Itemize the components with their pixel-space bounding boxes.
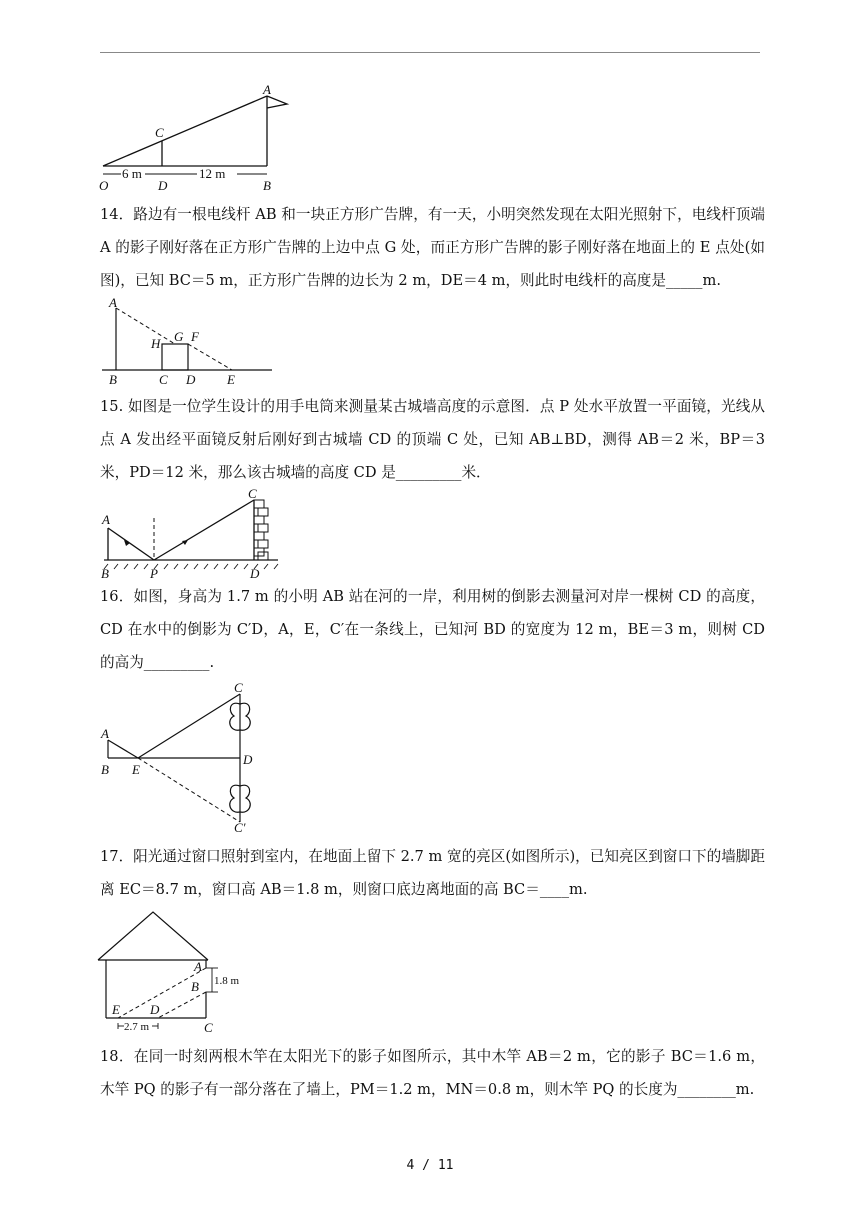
fig14-label-A: A (109, 295, 117, 310)
fig15-label-A: A (102, 512, 110, 527)
figure-17-diagram (96, 908, 246, 1035)
question-17: 17．阳光通过窗口照射到室内，在地面上留下 2.7 m 宽的亮区(如图所示)，已知亮区到窗口下的墙脚距离 EC＝8.7 m，窗口高 AB＝1.8 m，则窗口底边离地面的高 BC＝____m. (100, 848, 765, 898)
fig14-label-C: C (159, 372, 168, 387)
fig17-dim-ab: 1.8 m (214, 975, 240, 987)
question-15: 15. 如图是一位学生设计的用手电筒来测量某古城墙高度的示意图．点 P 处水平放置一平面镜，光线从点 A 发出经平面镜反射后刚好到古城墙 CD 的顶端 C 处，已知 AB⊥BD，测得 AB＝2 米，BP＝3 米，PD＝12 米，那么该古城墙的高度 CD 是_________米． (100, 398, 765, 481)
fig15-label-B: B (101, 566, 109, 581)
fig13-label-O: O (99, 178, 109, 193)
question-14: 14．路边有一根电线杆 AB 和一块正方形广告牌，有一天，小明突然发现在太阳光照射下，电线杆顶端 A 的影子刚好落在正方形广告牌的上边中点 G 处，而正方形广告牌的影子刚好落在地面上的 E 点处(如图)，已知 BC＝5 m，正方形广告牌的边长为 2 m，DE＝4 m，则此时电线杆的高度是_____m. (100, 206, 765, 289)
fig15-label-C: C (248, 486, 257, 501)
fig14-label-D: D (186, 372, 196, 387)
fig13-label-C: C (155, 125, 164, 140)
fig17-label-E: E (112, 1002, 120, 1017)
fig14-label-E: E (227, 372, 235, 387)
fig17-label-C: C (204, 1020, 213, 1035)
fig17-dim-ed: 2.7 m (124, 1021, 150, 1033)
fig15-label-P: P (150, 566, 158, 581)
fig17-label-B: B (191, 979, 199, 994)
fig13-label-A: A (263, 82, 271, 97)
figure-16-diagram (96, 682, 266, 834)
fig14-label-H: H (151, 336, 161, 351)
fig13-label-D: D (158, 178, 168, 193)
fig16-label-B: B (101, 762, 109, 777)
fig16-label-D: D (243, 752, 253, 767)
fig17-label-D: D (150, 1002, 160, 1017)
figure-15-diagram (98, 486, 288, 580)
figure-13-diagram (95, 82, 295, 194)
figure-14-diagram (100, 296, 280, 388)
fig16-label-C: C (234, 680, 243, 695)
fig14-label-F: F (191, 329, 199, 344)
fig13-dim-od: 6 m (122, 166, 142, 181)
fig14-label-G: G (174, 329, 184, 344)
fig17-label-A: A (194, 959, 202, 974)
fig14-label-B: B (109, 372, 117, 387)
header-rule (100, 52, 760, 53)
page-number: 4 / 11 (406, 1158, 454, 1173)
fig15-label-D: D (250, 566, 260, 581)
fig13-label-B: B (263, 178, 271, 193)
fig13-dim-db: 12 m (199, 166, 226, 181)
fig16-label-Cprime: C′ (234, 820, 246, 835)
fig16-label-A: A (101, 726, 109, 741)
question-16: 16．如图，身高为 1.7 m 的小明 AB 站在河的一岸，利用树的倒影去测量河对岸一棵树 CD 的高度，CD 在水中的倒影为 C′D，A，E，C′在一条线上，已知河 BD 的宽度为 12 m，BE＝3 m，则树 CD 的高为_________. (100, 588, 765, 671)
fig16-label-E: E (132, 762, 140, 777)
question-18: 18．在同一时刻两根木竿在太阳光下的影子如图所示，其中木竿 AB＝2 m，它的影子 BC＝1.6 m，木竿 PQ 的影子有一部分落在了墙上，PM＝1.2 m，MN＝0.8 m，则木竿 PQ 的长度为________m. (100, 1048, 765, 1098)
